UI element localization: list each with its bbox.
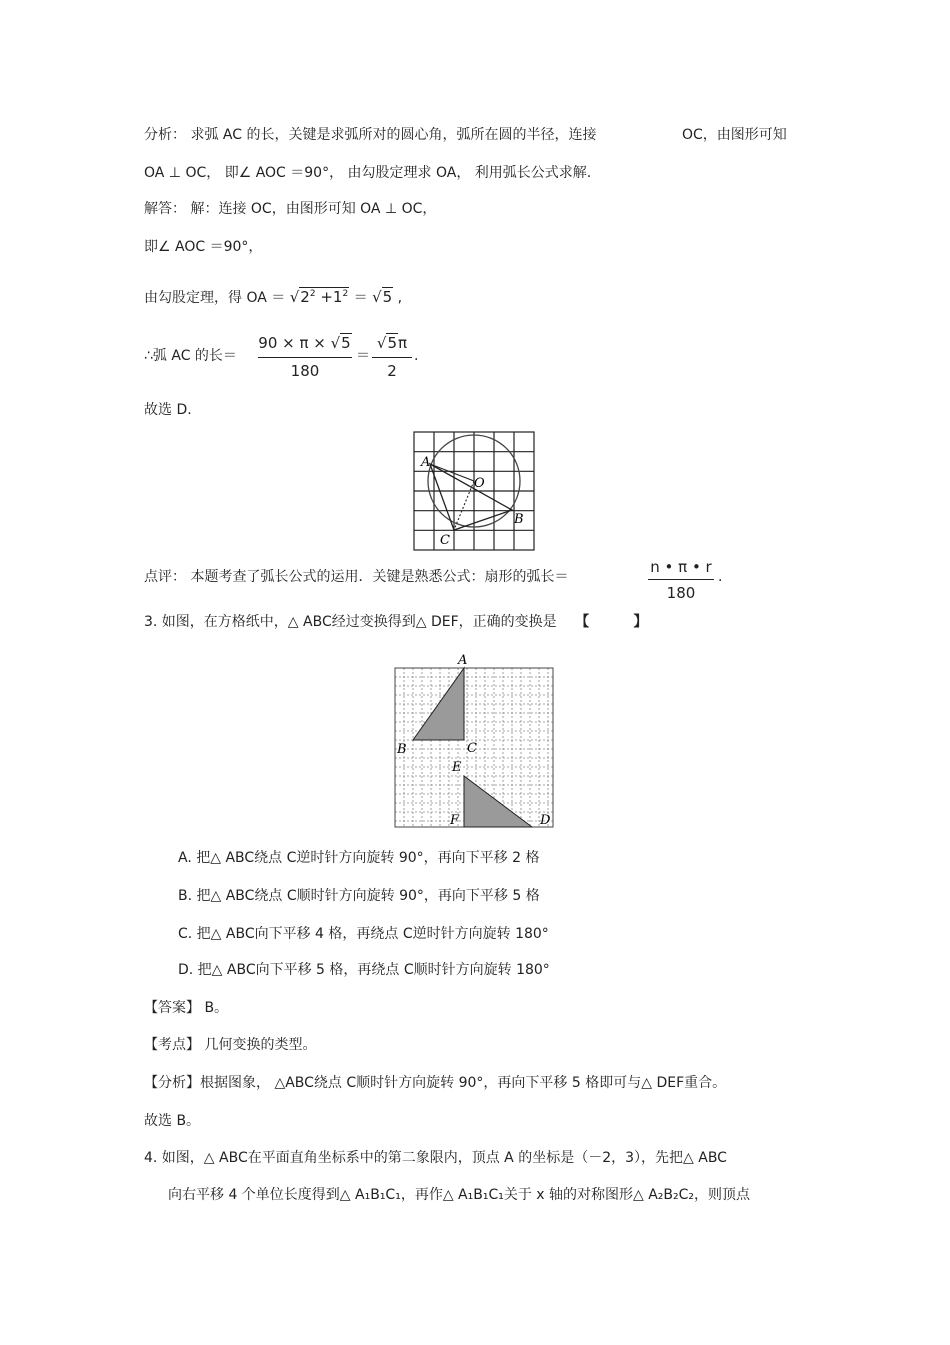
solution-line-2: 即∠ AOC ＝90°， bbox=[144, 239, 263, 255]
q3-choose: 故选 B。 bbox=[144, 1113, 201, 1129]
triangle-def-shaded bbox=[464, 776, 532, 827]
segment-oc bbox=[454, 481, 474, 530]
solution-choose: 故选 D. bbox=[144, 402, 192, 418]
equals-sign: ＝ bbox=[353, 290, 368, 306]
analysis-line-1b: OC，由图形可知 bbox=[682, 127, 787, 143]
q3-option-b: B. 把△ ABC绕点 C顺时针方向旋转 90°，再向下平移 5 格 bbox=[178, 888, 540, 904]
fraction-arc-length bbox=[258, 332, 352, 384]
segment-oa bbox=[430, 464, 474, 481]
q3-option-c: C. 把△ ABC向下平移 4 格，再绕点 C逆时针方向旋转 180° bbox=[178, 926, 549, 942]
analysis-line-1a: 分析： 求弧 AC 的长，关键是求弧所对的圆心角，弧所在圆的半径，连接 bbox=[144, 127, 597, 143]
fraction-arc-formula bbox=[648, 556, 714, 606]
fraction-numerator: 90 × π × √5 bbox=[258, 334, 351, 352]
label-a: A bbox=[421, 455, 431, 470]
comment-text: 点评： 本题考查了弧长公式的运用．关键是熟悉公式：扇形的弧长＝ bbox=[144, 569, 569, 585]
fraction-denominator: 180 bbox=[290, 362, 320, 380]
label-c: C bbox=[440, 533, 450, 548]
solution-line-3: 由勾股定理，得 OA ＝ $√2^2 +1^2 = √5$ , bbox=[144, 288, 403, 306]
figure-circle-grid bbox=[404, 424, 544, 554]
figure-transform-grid bbox=[390, 650, 560, 830]
label-b: B bbox=[514, 512, 524, 527]
sqrt-expression: $√2^2 +1^2$ bbox=[289, 288, 349, 306]
period: . bbox=[414, 348, 419, 364]
analysis-line-2: OA ⊥ OC， 即∠ AOC ＝90°， 由勾股定理求 OA， 利用弧长公式求解. bbox=[144, 165, 592, 181]
q3-stem: 3. 如图，在方格纸中，△ ABC经过变换得到△ DEF，正确的变换是 【 】 bbox=[144, 614, 648, 630]
fraction-result-numerator: √5π bbox=[376, 334, 408, 352]
label-d: D bbox=[540, 813, 551, 828]
sqrt-five: √5 bbox=[372, 288, 393, 306]
triangle-abc bbox=[430, 464, 512, 530]
label-a: A bbox=[458, 653, 468, 668]
formula-numerator: n • π • r bbox=[650, 558, 712, 576]
q3-option-d: D. 把△ ABC向下平移 5 格，再绕点 C顺时针方向旋转 180° bbox=[178, 962, 550, 978]
q3-answer: 【答案】 B。 bbox=[144, 1000, 229, 1016]
q3-fenxi: 【分析】根据图象， △ABC绕点 C顺时针方向旋转 90°，再向下平移 5 格即可与△ DEF重合。 bbox=[144, 1075, 727, 1091]
equals-sign-2: ＝ bbox=[356, 348, 370, 364]
label-f: F bbox=[450, 813, 460, 828]
q3-kaodian: 【考点】 几何变换的类型。 bbox=[144, 1037, 317, 1053]
q4-line-1: 4. 如图，△ ABC在平面直角坐标系中的第二象限内，顶点 A 的坐标是（－2，3），先把△ ABC bbox=[144, 1150, 727, 1166]
formula-denominator: 180 bbox=[666, 584, 696, 602]
grid-lines bbox=[414, 432, 534, 550]
q4-line-2: 向右平移 4 个单位长度得到△ A₁B₁C₁，再作△ A₁B₁C₁关于 x 轴的对称图形△ A₂B₂C₂，则顶点 bbox=[168, 1187, 751, 1203]
comment-end: . bbox=[718, 569, 723, 585]
solution-line-4-prefix: ∴弧 AC 的长＝ bbox=[144, 348, 237, 364]
fraction-result-denominator: 2 bbox=[387, 362, 397, 380]
label-e: E bbox=[452, 760, 462, 775]
solution-line-1: 解答： 解：连接 OC，由图形可知 OA ⊥ OC， bbox=[144, 201, 437, 217]
fraction-result bbox=[372, 332, 412, 384]
label-o: O bbox=[474, 476, 485, 491]
q3-option-a: A. 把△ ABC绕点 C逆时针方向旋转 90°，再向下平移 2 格 bbox=[178, 850, 540, 866]
label-c: C bbox=[467, 741, 477, 756]
label-b: B bbox=[397, 742, 407, 757]
solution-line-3-prefix: 由勾股定理，得 OA ＝ bbox=[144, 290, 286, 306]
